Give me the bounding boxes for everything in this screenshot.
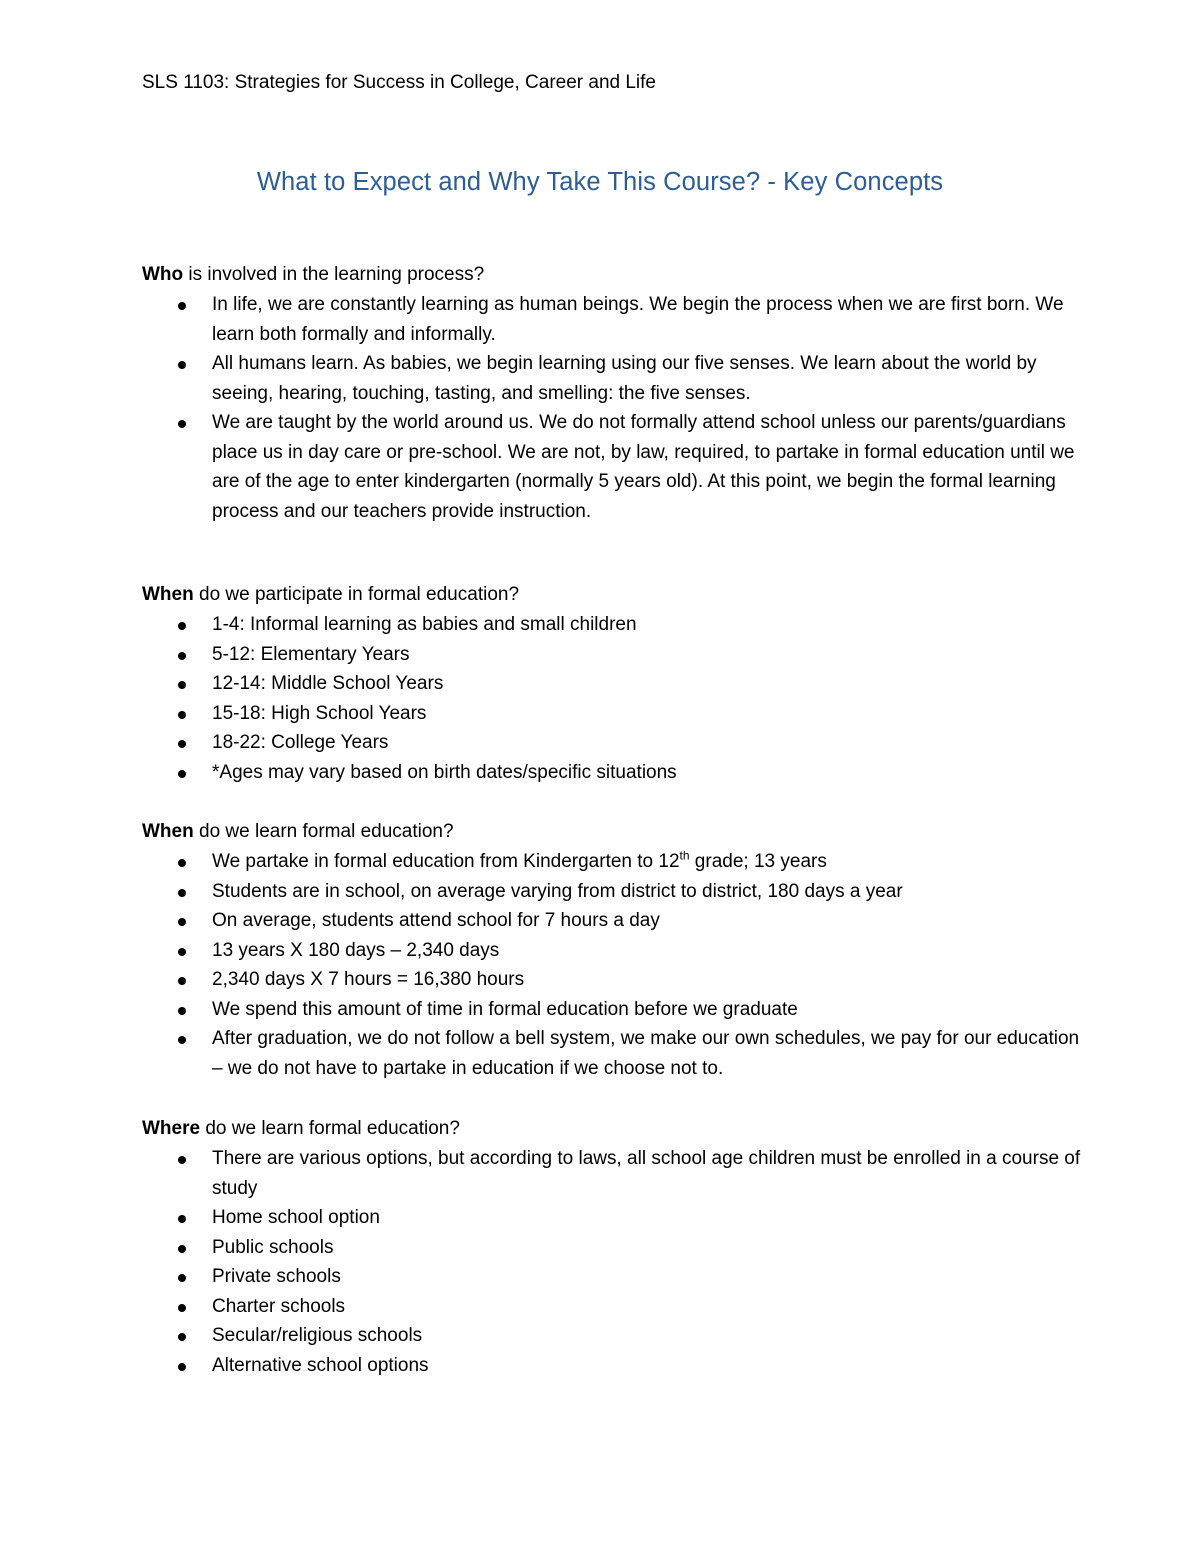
list-item-text: Students are in school, on average varying from district to district, 180 days a year xyxy=(212,880,903,902)
bullet-icon xyxy=(178,770,186,778)
course-header: SLS 1103: Strategies for Success in College, Career and Life xyxy=(142,72,656,93)
list-item-text: 18-22: College Years xyxy=(212,732,389,753)
list-item xyxy=(142,995,1082,1025)
grade-superscript: th xyxy=(679,848,690,863)
section-who xyxy=(142,260,1082,526)
list-item-text: Alternative school options xyxy=(212,1354,429,1376)
section-question xyxy=(142,580,1082,610)
bullet-list xyxy=(142,290,1082,526)
list-item xyxy=(142,349,1082,408)
list-item xyxy=(142,758,1082,788)
question-lead: Who xyxy=(142,264,184,285)
section-when-learn xyxy=(142,817,1082,1083)
list-item-text: Home school option xyxy=(212,1207,380,1228)
bullet-icon xyxy=(178,622,186,630)
bullet-icon xyxy=(178,1156,186,1164)
bullet-icon xyxy=(178,1304,186,1312)
list-item-text: 13 years X 180 days – 2,340 days xyxy=(212,939,500,961)
list-item xyxy=(142,936,1082,966)
list-item xyxy=(142,1262,1082,1292)
question-rest: do we learn formal education? xyxy=(200,1118,460,1139)
bullet-icon xyxy=(178,302,186,310)
list-item xyxy=(142,699,1082,729)
question-rest: is involved in the learning process? xyxy=(183,264,485,285)
question-lead: Where xyxy=(142,1118,201,1139)
bullet-icon xyxy=(178,1274,186,1282)
bullet-icon xyxy=(178,1245,186,1253)
list-item xyxy=(142,1203,1082,1233)
list-item-text: 1-4: Informal learning as babies and small children xyxy=(212,614,637,635)
list-item-text: Secular/religious schools xyxy=(212,1325,423,1346)
list-item xyxy=(142,1321,1082,1351)
list-item xyxy=(142,1292,1082,1322)
list-item-text: Charter schools xyxy=(212,1295,346,1317)
bullet-icon xyxy=(178,1007,186,1015)
list-item-text: 2,340 days X 7 hours = 16,380 hours xyxy=(212,969,525,990)
list-item xyxy=(142,290,1082,349)
list-item-text: We spend this amount of time in formal education before we graduate xyxy=(212,998,798,1020)
list-item-text: 12-14: Middle School Years xyxy=(212,673,444,694)
list-item-text: 15-18: High School Years xyxy=(212,702,427,724)
list-item-text: We are taught by the world around us. We do not formally attend school unless our parents/guardians place us in day care or pre-school. We are not, by law, required, to partake in formal education until we are of the age to enter kindergarten (normally 5 years old). At this point, we begin the formal learning process and our teachers provide instruction. xyxy=(212,412,1075,522)
list-item-text: All humans learn. As babies, we begin learning using our five senses. We learn about the world by seeing, hearing, touching, tasting, and smelling: the five senses. xyxy=(212,353,1037,404)
grade-text: We partake in formal education from Kindergarten to 12 xyxy=(212,851,680,872)
section-when-participate xyxy=(142,580,1082,787)
list-item xyxy=(142,610,1082,640)
list-item xyxy=(142,906,1082,936)
list-item xyxy=(142,1144,1082,1203)
bullet-icon xyxy=(178,948,186,956)
list-item-text: There are various options, but according to laws, all school age children must be enrolled in a course of study xyxy=(212,1148,1081,1199)
bullet-list xyxy=(142,1144,1082,1380)
list-item-text: Public schools xyxy=(212,1236,334,1258)
bullet-icon xyxy=(178,652,186,660)
list-item-text: Private schools xyxy=(212,1266,341,1287)
list-item xyxy=(142,669,1082,699)
grade-text-end: grade; 13 years xyxy=(689,851,827,872)
bullet-list xyxy=(142,847,1082,1083)
bullet-list xyxy=(142,610,1082,787)
bullet-icon xyxy=(178,977,186,985)
question-lead: When xyxy=(142,821,194,842)
bullet-icon xyxy=(178,1333,186,1341)
bullet-icon xyxy=(178,1215,186,1223)
bullet-icon xyxy=(178,918,186,926)
question-lead: When xyxy=(142,584,194,605)
section-question xyxy=(142,817,1082,847)
section-where xyxy=(142,1114,1082,1380)
bullet-icon xyxy=(178,1036,186,1044)
list-item-text: *Ages may vary based on birth dates/specific situations xyxy=(212,761,677,783)
list-item xyxy=(142,877,1082,907)
list-item-text: 5-12: Elementary Years xyxy=(212,643,410,665)
question-rest: do we participate in formal education? xyxy=(193,584,520,605)
bullet-icon xyxy=(178,859,186,867)
bullet-icon xyxy=(178,361,186,369)
list-item xyxy=(142,1024,1082,1083)
bullet-icon xyxy=(178,889,186,897)
bullet-icon xyxy=(178,740,186,748)
section-question xyxy=(142,260,1082,290)
list-item xyxy=(142,728,1082,758)
section-question xyxy=(142,1114,1082,1144)
list-item xyxy=(142,1351,1082,1381)
bullet-icon xyxy=(178,420,186,428)
bullet-icon xyxy=(178,1363,186,1371)
document-title: What to Expect and Why Take This Course? - Key Concepts xyxy=(256,168,944,196)
list-item-text: On average, students attend school for 7 hours a day xyxy=(212,910,660,931)
question-rest: do we learn formal education? xyxy=(193,821,454,842)
bullet-icon xyxy=(178,681,186,689)
bullet-icon xyxy=(178,711,186,719)
list-item-text: After graduation, we do not follow a bell system, we make our own schedules, we pay for our education – we do not have to partake in education if we choose not to. xyxy=(212,1028,1080,1079)
list-item xyxy=(142,640,1082,670)
list-item-text: In life, we are constantly learning as human beings. We begin the process when we are first born. We learn both formally and informally. xyxy=(212,294,1064,345)
list-item xyxy=(142,847,1082,877)
list-item xyxy=(142,965,1082,995)
list-item xyxy=(142,1233,1082,1263)
list-item xyxy=(142,408,1082,526)
